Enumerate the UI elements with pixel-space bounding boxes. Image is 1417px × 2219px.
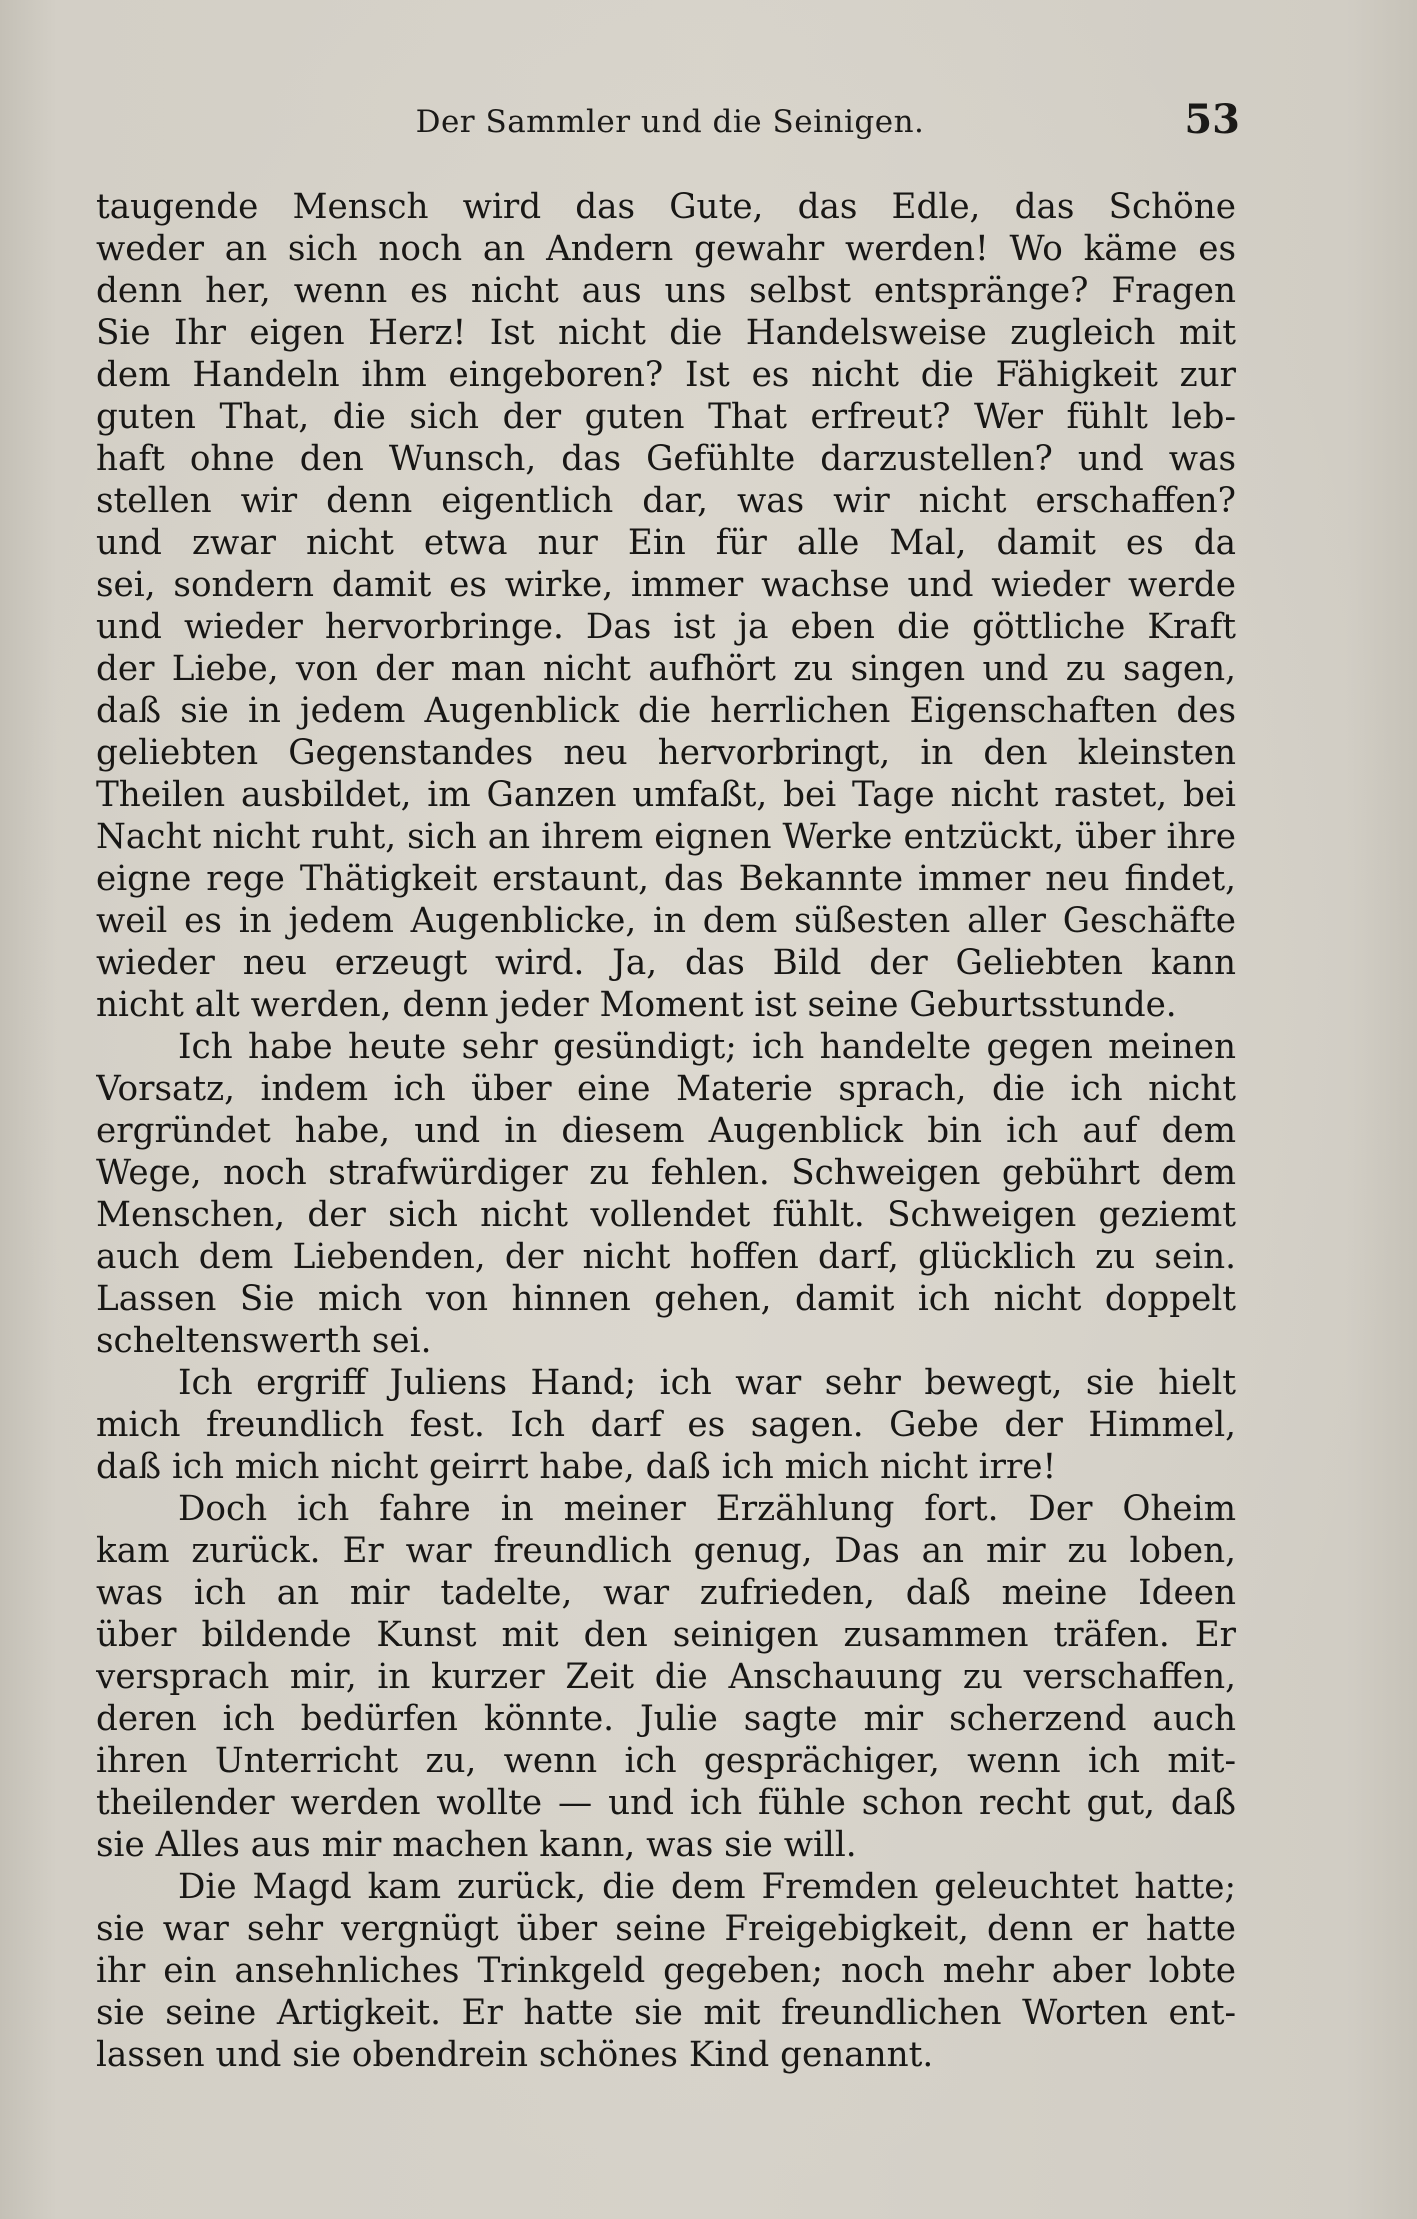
text-line: Vorsatz, indem ich über eine Materie sprach, die ich nicht [96,1069,1236,1109]
text-line: haft ohne den Wunsch, das Gefühlte darzustellen? und was [96,439,1236,479]
text-line: Nacht nicht ruht, sich an ihrem eignen Werke entzückt, über ihre [96,817,1236,857]
text-line: lassen und sie obendrein schönes Kind genannt. [96,2035,934,2075]
text-line: daß sie in jedem Augenblick die herrlichen Eigenschaften des [96,691,1236,731]
text-line: Sie Ihr eigen Herz! Ist nicht die Handelsweise zugleich mit [96,313,1236,353]
text-line: sie seine Artigkeit. Er hatte sie mit freundlichen Worten ent- [96,1993,1236,2033]
text-line: theilender werden wollte — und ich fühle schon recht gut, daß [96,1783,1236,1823]
text-line: und zwar nicht etwa nur Ein für alle Mal, damit es da [96,523,1236,563]
text-line: sie war sehr vergnügt über seine Freigebigkeit, denn er hatte [96,1909,1236,1949]
text-line: kam zurück. Er war freundlich genug, Das an mir zu loben, [96,1531,1236,1571]
body-text [96,186,1236,2076]
text-line: taugende Mensch wird das Gute, das Edle, das Schöne [96,187,1236,227]
text-line: guten That, die sich der guten That erfreut? Wer fühlt leb- [96,397,1236,437]
text-line: eigne rege Thätigkeit erstaunt, das Bekannte immer neu findet, [96,859,1236,899]
text-line: deren ich bedürfen könnte. Julie sagte mir scherzend auch [96,1699,1236,1739]
text-line: ihren Unterricht zu, wenn ich gesprächiger, wenn ich mit- [96,1741,1236,1781]
text-line: ihr ein ansehnliches Trinkgeld gegeben; noch mehr aber lobte [96,1951,1236,1991]
text-line: denn her, wenn es nicht aus uns selbst entspränge? Fragen [96,271,1236,311]
text-line: dem Handeln ihm eingeboren? Ist es nicht die Fähigkeit zur [96,355,1236,395]
text-line: Lassen Sie mich von hinnen gehen, damit ich nicht doppelt [96,1279,1236,1319]
text-line: Doch ich fahre in meiner Erzählung fort. Der Oheim [178,1489,1236,1529]
text-line: mich freundlich fest. Ich darf es sagen. Gebe der Himmel, [96,1405,1236,1445]
text-line: Ich ergriff Juliens Hand; ich war sehr bewegt, sie hielt [178,1363,1236,1403]
text-line: daß ich mich nicht geirrt habe, daß ich mich nicht irre! [96,1447,1057,1487]
text-line: ergründet habe, und in diesem Augenblick bin ich auf dem [96,1111,1236,1151]
text-line: sie Alles aus mir machen kann, was sie will. [96,1825,857,1865]
text-line: scheltenswerth sei. [96,1321,432,1361]
text-line: Ich habe heute sehr gesündigt; ich handelte gegen meinen [178,1027,1236,1067]
text-line: geliebten Gegenstandes neu hervorbringt, in den kleinsten [96,733,1236,773]
text-line: wieder neu erzeugt wird. Ja, das Bild der Geliebten kann [96,943,1236,983]
page-header [100,96,1240,156]
text-line: was ich an mir tadelte, war zufrieden, daß meine Ideen [96,1573,1236,1613]
text-line: weder an sich noch an Andern gewahr werden! Wo käme es [96,229,1236,269]
text-line: Menschen, der sich nicht vollendet fühlt. Schweigen geziemt [96,1195,1236,1235]
text-line: weil es in jedem Augenblicke, in dem süßesten aller Geschäfte [96,901,1236,941]
text-line: versprach mir, in kurzer Zeit die Anschauung zu verschaffen, [96,1657,1236,1697]
text-line: sei, sondern damit es wirke, immer wachse und wieder werde [96,565,1236,605]
text-line: Theilen ausbildet, im Ganzen umfaßt, bei Tage nicht rastet, bei [96,775,1236,815]
text-line: der Liebe, von der man nicht aufhört zu singen und zu sagen, [96,649,1236,689]
text-line: stellen wir denn eigentlich dar, was wir nicht erschaffen? [96,481,1236,521]
text-line: und wieder hervorbringe. Das ist ja eben die göttliche Kraft [96,607,1236,647]
page-number: 53 [1184,96,1240,143]
text-line: über bildende Kunst mit den seinigen zusammen träfen. Er [96,1615,1236,1655]
text-line: nicht alt werden, denn jeder Moment ist seine Geburtsstunde. [96,985,1177,1025]
running-head: Der Sammler und die Seinigen. [415,104,925,140]
text-line: Wege, noch strafwürdiger zu fehlen. Schweigen gebührt dem [96,1153,1236,1193]
text-line: auch dem Liebenden, der nicht hoffen darf, glücklich zu sein. [96,1237,1236,1277]
text-line: Die Magd kam zurück, die dem Fremden geleuchtet hatte; [178,1867,1236,1907]
